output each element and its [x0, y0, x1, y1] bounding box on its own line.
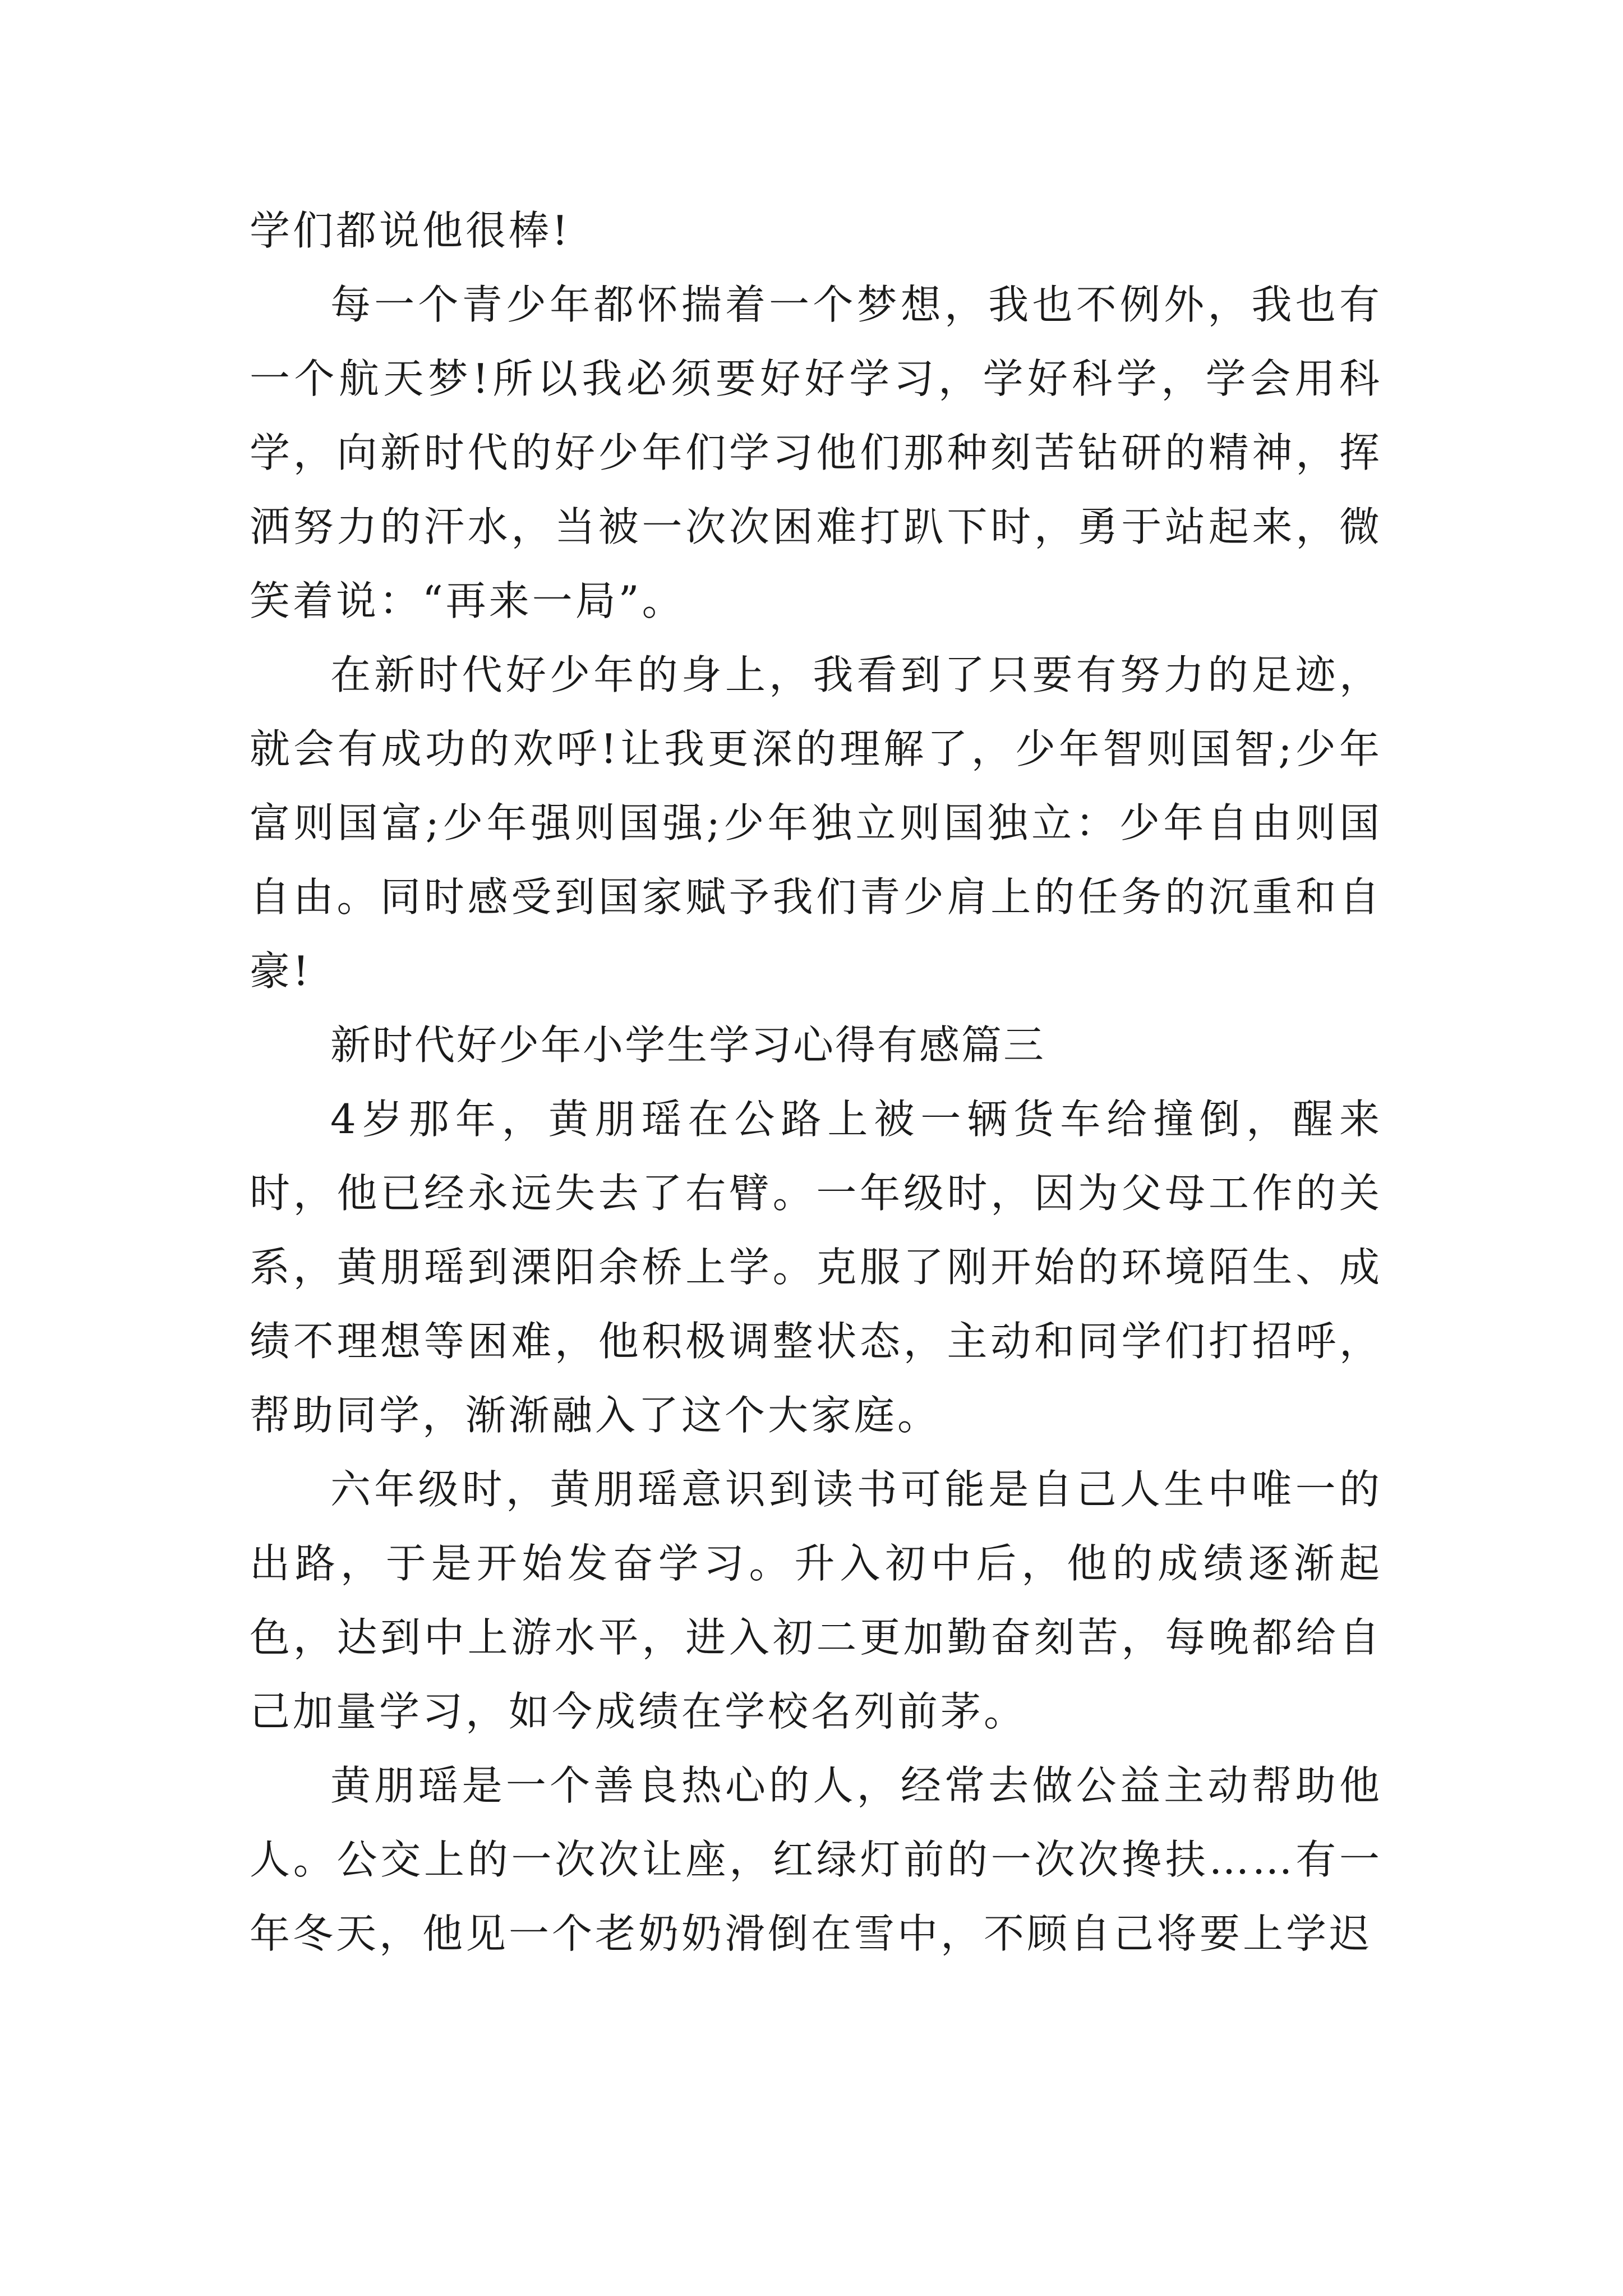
- paragraph-continuation: 学们都说他很棒!: [250, 207, 571, 254]
- paragraph-study: 六年级时，黄朋瑶意识到读书可能是自己人生中唯一的出路，于是开始发奋学习。升入初中后，他的成绩逐渐起色，达到中上游水平，进入初二更加勤奋刻苦，每晚都给自己加量学习，如今成绩在学校名列前茅。: [250, 1466, 1382, 1735]
- paragraph-kindness: 黄朋瑶是一个善良热心的人，经常去做公益主动帮助他人。公交上的一次次让座，红绿灯前的一次次搀扶……有一年冬天，他见一个老奶奶滑倒在雪中，不顾自己将要上学迟: [250, 1762, 1382, 1957]
- document-body: [250, 194, 1382, 1971]
- paragraph-youth: 在新时代好少年的身上，我看到了只要有努力的足迹，就会有成功的欢呼!让我更深的理解了，少年智则国智;少年富则国富;少年强则国强;少年独立则国独立：少年自由则国自由。同时感受到国家赋予我们青少肩上的任务的沉重和自豪!: [250, 651, 1382, 995]
- paragraph-dream: 每一个青少年都怀揣着一个梦想，我也不例外，我也有一个航天梦!所以我必须要好好学习，学好科学，学会用科学，向新时代的好少年们学习他们那种刻苦钻研的精神，挥洒努力的汗水，当被一次次困难打趴下时，勇于站起来，微笑着说：“再来一局”。: [250, 281, 1382, 624]
- section-heading: 新时代好少年小学生学习心得有感篇三: [330, 1022, 1046, 1069]
- paragraph-accident: 4岁那年，黄朋瑶在公路上被一辆货车给撞倒，醒来时，他已经永远失去了右臂。一年级时，因为父母工作的关系，黄朋瑶到溧阳余桥上学。克服了刚开始的环境陌生、成绩不理想等困难，他积极调整状态，主动和同学们打招呼，帮助同学，渐渐融入了这个大家庭。: [250, 1096, 1382, 1439]
